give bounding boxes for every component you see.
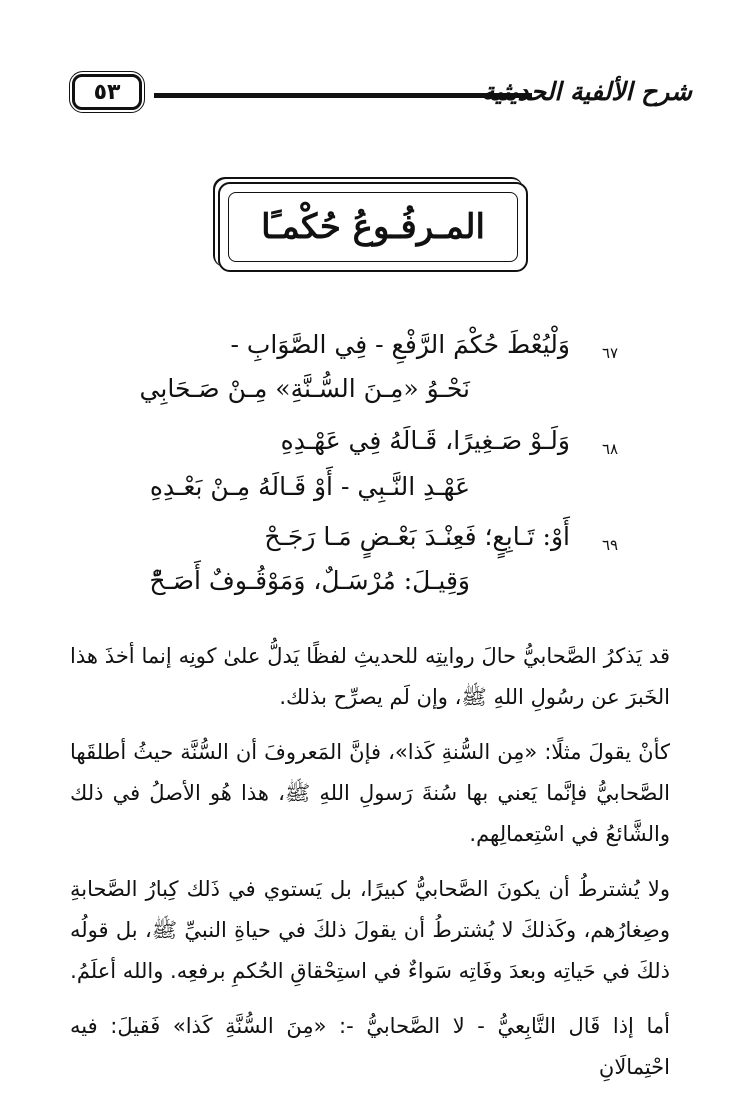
- commentary-paragraph: كأنْ يقولَ مثلًا: «مِن السُّنةِ كَذا»، فإنَّ المَعروفَ أن السُّنَّة حيثُ أطلقَها الصَّحابيُّ فإنَّما يَعني بها سُنةَ رَسولِ اللهِ ﷺ، هذا هُو الأصلُ في ذلك والشَّائعُ في اسْتِعمالِهم.: [70, 740, 670, 846]
- verse-second-hemistich: نَحْـوُ «مِـنَ السُّـنَّةِ» مِـنْ صَـحَابِي: [139, 374, 470, 403]
- commentary-paragraph: ولا يُشترطُ أن يكونَ الصَّحابيُّ كبيرًا، بل يَستوي في ذَلك كِبارُ الصَّحابةِ وصِغارُهم، وكَذلكَ لا يُشترطُ أن يقولَ ذلكَ في حياةِ النبيِّ ﷺ، بل قولُه ذلكَ في حَياتِه وبعدَ وفَاتِه سَواءٌ في استِحْقاقِ الحُكمِ برفعِه. والله أعلَمُ.: [70, 877, 670, 983]
- verse-number: ٦٨: [601, 440, 619, 458]
- header-rule: [154, 93, 532, 98]
- page-number-box: [72, 74, 142, 110]
- verse-number: ٦٩: [601, 536, 619, 554]
- chapter-title: المـرفُـوعُ حُكْمـًا: [261, 207, 485, 247]
- page-header: [72, 66, 692, 118]
- verses-block: [100, 330, 650, 610]
- verse-first-hemistich: أَوْ: تَـابِعٍ؛ فَعِنْـدَ بَعْـضٍ مَـا رَجَـحْ: [264, 522, 570, 551]
- commentary-paragraph: أما إذا قَال التَّابِعيُّ - لا الصَّحابيُّ -: «مِنَ السُّنَّةِ كَذا» فَقيلَ: فيه احْتِمالَانِ: [70, 1014, 670, 1079]
- commentary-paragraph: قد يَذكرُ الصَّحابيُّ حالَ روايتِه للحديثِ لفظًا يَدلُّ علىٰ كونِه إنما أخذَ هذا الخَبرَ عن رسُولِ اللهِ ﷺ، وإن لَم يصرِّح بذلك.: [70, 644, 670, 709]
- verse-number: ٦٧: [601, 344, 619, 362]
- chapter-title-frame: [218, 182, 528, 272]
- verse-second-hemistich: عَهْـدِ النَّـبِي - أَوْ قَـالَهُ مِـنْ بَعْـدِهِ: [149, 472, 470, 501]
- verse-first-hemistich: وَلْيُعْطَ حُكْمَ الرَّفْعِ - فِي الصَّوَابِ -: [230, 330, 570, 359]
- page-number: ٥٣: [93, 79, 121, 105]
- commentary-text: [70, 636, 670, 1102]
- verse-second-hemistich: وَقِيـلَ: مُرْسَـلٌ، وَمَوْقُـوفٌ أَصَـحّْ: [149, 566, 470, 595]
- book-title: شرح الألفية الحديثية: [482, 77, 692, 106]
- verse-first-hemistich: وَلَـوْ صَـغِيرًا، قَـالَهُ فِي عَهْـدِهِ: [280, 426, 570, 455]
